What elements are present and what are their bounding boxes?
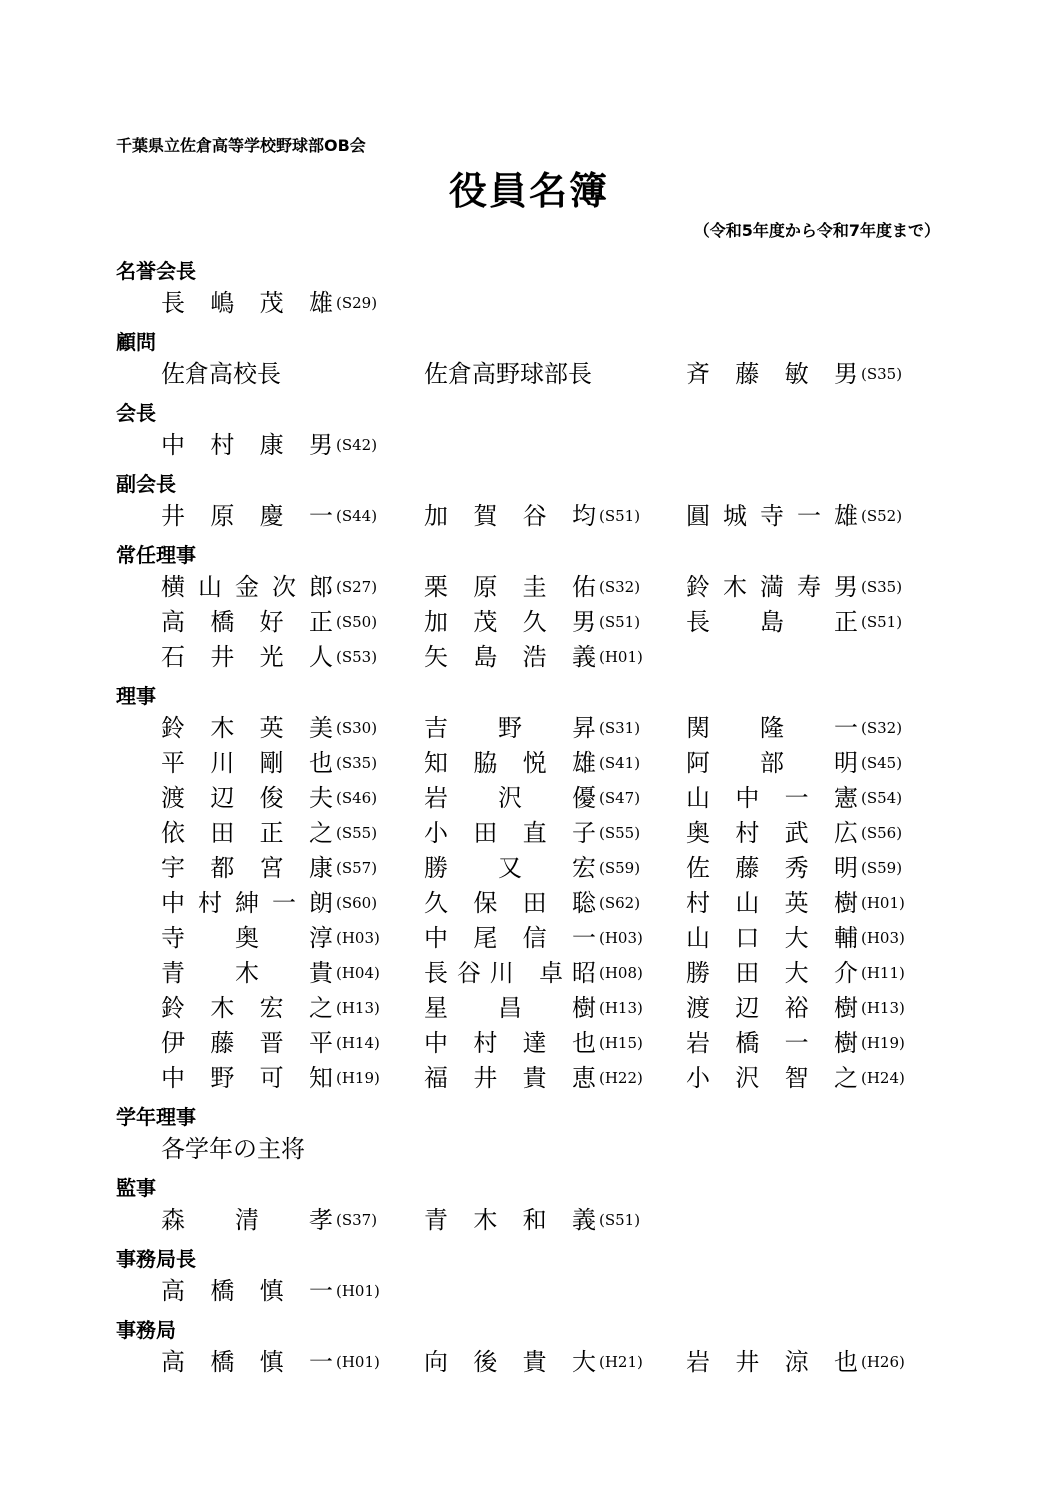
roster-entry <box>686 920 905 955</box>
member-name: 勝 又 宏 <box>424 853 596 882</box>
roster-entry <box>686 498 902 533</box>
term-period: （令和5年度から令和7年度まで） <box>693 221 940 240</box>
member-name: 関 隆 一 <box>686 713 858 742</box>
roster-entry <box>161 1273 380 1308</box>
roster-entry <box>686 604 902 639</box>
graduation-year: (H03) <box>336 928 380 947</box>
member-name: 各学年の主将 <box>161 1134 305 1163</box>
member-name: 鈴 木 満 寿 男 <box>686 572 858 601</box>
roster-row <box>116 1273 946 1308</box>
member-name: 青 木 貴 <box>161 958 333 987</box>
section-title: 副会長 <box>116 472 176 496</box>
roster-entry <box>161 1131 305 1166</box>
member-name: 久 保 田 聡 <box>424 888 596 917</box>
graduation-year: (S60) <box>336 893 378 912</box>
roster-entry <box>161 885 377 920</box>
roster-entry <box>424 815 640 850</box>
section-title: 事務局長 <box>116 1247 196 1271</box>
roster-entry <box>161 920 380 955</box>
graduation-year: (S35) <box>861 364 903 383</box>
roster-row <box>116 990 946 1025</box>
graduation-year: (H19) <box>336 1068 380 1087</box>
graduation-year: (S37) <box>336 1210 378 1229</box>
member-name: 中 野 可 知 <box>161 1063 333 1092</box>
member-name: 横 山 金 次 郎 <box>161 572 333 601</box>
graduation-year: (S31) <box>599 718 641 737</box>
member-name: 中 村 紳 一 朗 <box>161 888 333 917</box>
roster-row <box>116 1025 946 1060</box>
member-name: 向 後 貴 大 <box>424 1347 596 1376</box>
roster-entry <box>686 569 902 604</box>
member-name: 阿 部 明 <box>686 748 858 777</box>
roster-entry <box>161 604 377 639</box>
roster-entry <box>686 885 905 920</box>
graduation-year: (S35) <box>861 577 903 596</box>
section-title: 学年理事 <box>116 1105 196 1129</box>
roster-section <box>116 1246 946 1308</box>
graduation-year: (S32) <box>599 577 641 596</box>
graduation-year: (S47) <box>599 788 641 807</box>
graduation-year: (S32) <box>861 718 903 737</box>
section-title: 理事 <box>116 684 156 708</box>
organization-name: 千葉県立佐倉高等学校野球部OB会 <box>116 136 366 155</box>
member-name: 山 口 大 輔 <box>686 923 858 952</box>
roster-entry <box>424 850 640 885</box>
roster-section <box>116 258 946 320</box>
roster-row <box>116 710 946 745</box>
graduation-year: (H11) <box>861 963 905 982</box>
roster-entry <box>161 745 377 780</box>
roster-entry <box>161 356 281 391</box>
roster <box>116 258 946 1379</box>
roster-entry <box>424 569 640 604</box>
roster-row <box>116 920 946 955</box>
member-name: 小 田 直 子 <box>424 818 596 847</box>
page-title: 役員名簿 <box>448 169 609 213</box>
roster-row <box>116 745 946 780</box>
member-name: 中 村 康 男 <box>161 430 333 459</box>
roster-entry <box>161 569 377 604</box>
roster-row <box>116 356 946 391</box>
member-name: 高 橋 慎 一 <box>161 1347 333 1376</box>
member-name: 中 村 達 也 <box>424 1028 596 1057</box>
roster-section <box>116 1175 946 1237</box>
roster-section <box>116 329 946 391</box>
roster-row <box>116 604 946 639</box>
roster-row <box>116 498 946 533</box>
graduation-year: (S50) <box>336 612 378 631</box>
roster-entry <box>686 780 902 815</box>
member-name: 村 山 英 樹 <box>686 888 858 917</box>
roster-entry <box>686 1060 905 1095</box>
member-name: 平 川 剛 也 <box>161 748 333 777</box>
member-name: 奥 村 武 広 <box>686 818 858 847</box>
roster-entry <box>161 1202 377 1237</box>
roster-entry <box>686 815 902 850</box>
roster-row <box>116 427 946 462</box>
roster-entry <box>424 955 643 990</box>
roster-entry <box>686 850 902 885</box>
member-name: 星 昌 樹 <box>424 993 596 1022</box>
roster-section <box>116 400 946 462</box>
graduation-year: (H13) <box>336 998 380 1017</box>
roster-section <box>116 471 946 533</box>
roster-entry <box>424 498 640 533</box>
roster-entry <box>161 1060 380 1095</box>
graduation-year: (H01) <box>861 893 905 912</box>
roster-entry <box>424 1025 643 1060</box>
roster-row <box>116 1344 946 1379</box>
section-title: 顧問 <box>116 330 156 354</box>
roster-section <box>116 542 946 674</box>
graduation-year: (S55) <box>599 823 641 842</box>
member-name: 斉 藤 敏 男 <box>686 359 858 388</box>
graduation-year: (S57) <box>336 858 378 877</box>
graduation-year: (S42) <box>336 435 378 454</box>
roster-entry <box>161 427 377 462</box>
member-name: 岩 橋 一 樹 <box>686 1028 858 1057</box>
graduation-year: (S52) <box>861 506 903 525</box>
graduation-year: (S55) <box>336 823 378 842</box>
graduation-year: (S59) <box>861 858 903 877</box>
member-name: 知 脇 悦 雄 <box>424 748 596 777</box>
graduation-year: (H15) <box>599 1033 643 1052</box>
roster-entry <box>161 850 377 885</box>
member-name: 渡 辺 裕 樹 <box>686 993 858 1022</box>
graduation-year: (S51) <box>599 612 641 631</box>
graduation-year: (H01) <box>336 1352 380 1371</box>
member-name: 圓 城 寺 一 雄 <box>686 501 858 530</box>
member-name: 高 橋 慎 一 <box>161 1276 333 1305</box>
roster-entry <box>161 710 377 745</box>
roster-entry <box>161 990 380 1025</box>
roster-row <box>116 569 946 604</box>
roster-entry <box>161 815 377 850</box>
roster-entry <box>424 710 640 745</box>
roster-entry <box>161 955 380 990</box>
member-name: 佐倉高校長 <box>161 359 281 388</box>
graduation-year: (H03) <box>599 928 643 947</box>
member-name: 伊 藤 晋 平 <box>161 1028 333 1057</box>
roster-entry <box>424 745 640 780</box>
member-name: 佐 藤 秀 明 <box>686 853 858 882</box>
section-title: 名誉会長 <box>116 259 196 283</box>
member-name: 高 橋 好 正 <box>161 607 333 636</box>
graduation-year: (H03) <box>861 928 905 947</box>
roster-entry <box>424 780 640 815</box>
roster-entry <box>424 1202 640 1237</box>
member-name: 加 茂 久 男 <box>424 607 596 636</box>
member-name: 宇 都 宮 康 <box>161 853 333 882</box>
member-name: 岩 沢 優 <box>424 783 596 812</box>
graduation-year: (H24) <box>861 1068 905 1087</box>
graduation-year: (S53) <box>336 647 378 666</box>
roster-row <box>116 885 946 920</box>
member-name: 長 島 正 <box>686 607 858 636</box>
roster-entry <box>686 955 905 990</box>
roster-row <box>116 955 946 990</box>
roster-row <box>116 780 946 815</box>
graduation-year: (H01) <box>599 647 643 666</box>
roster-row <box>116 285 946 320</box>
member-name: 森 清 孝 <box>161 1205 333 1234</box>
graduation-year: (S62) <box>599 893 641 912</box>
roster-entry <box>424 920 643 955</box>
member-name: 佐倉高野球部長 <box>424 359 592 388</box>
member-name: 長 嶋 茂 雄 <box>161 288 333 317</box>
member-name: 石 井 光 人 <box>161 642 333 671</box>
roster-row <box>116 639 946 674</box>
roster-row <box>116 815 946 850</box>
member-name: 渡 辺 俊 夫 <box>161 783 333 812</box>
member-name: 吉 野 昇 <box>424 713 596 742</box>
graduation-year: (H08) <box>599 963 643 982</box>
roster-entry <box>686 990 905 1025</box>
graduation-year: (S51) <box>599 1210 641 1229</box>
member-name: 小 沢 智 之 <box>686 1063 858 1092</box>
graduation-year: (S59) <box>599 858 641 877</box>
roster-entry <box>424 1344 643 1379</box>
member-name: 福 井 貴 恵 <box>424 1063 596 1092</box>
member-name: 井 原 慶 一 <box>161 501 333 530</box>
graduation-year: (S45) <box>861 753 903 772</box>
roster-section <box>116 683 946 1095</box>
member-name: 山 中 一 憲 <box>686 783 858 812</box>
graduation-year: (S35) <box>336 753 378 772</box>
graduation-year: (S27) <box>336 577 378 596</box>
member-name: 鈴 木 英 美 <box>161 713 333 742</box>
member-name: 勝 田 大 介 <box>686 958 858 987</box>
graduation-year: (H19) <box>861 1033 905 1052</box>
roster-row <box>116 1202 946 1237</box>
roster-entry <box>686 710 902 745</box>
roster-entry <box>686 1344 905 1379</box>
graduation-year: (H01) <box>336 1281 380 1300</box>
roster-entry <box>686 745 902 780</box>
roster-entry <box>424 990 643 1025</box>
roster-row <box>116 1060 946 1095</box>
graduation-year: (S56) <box>861 823 903 842</box>
graduation-year: (S54) <box>861 788 903 807</box>
member-name: 寺 奥 淳 <box>161 923 333 952</box>
section-title: 会長 <box>116 401 156 425</box>
graduation-year: (H26) <box>861 1352 905 1371</box>
graduation-year: (S51) <box>599 506 641 525</box>
roster-entry <box>161 1025 380 1060</box>
graduation-year: (H21) <box>599 1352 643 1371</box>
section-title: 事務局 <box>116 1318 176 1342</box>
member-name: 青 木 和 義 <box>424 1205 596 1234</box>
member-name: 鈴 木 宏 之 <box>161 993 333 1022</box>
graduation-year: (S44) <box>336 506 378 525</box>
roster-entry <box>686 1025 905 1060</box>
roster-entry <box>424 1060 643 1095</box>
roster-entry <box>161 1344 380 1379</box>
roster-entry <box>424 356 592 391</box>
member-name: 中 尾 信 一 <box>424 923 596 952</box>
graduation-year: (S41) <box>599 753 641 772</box>
roster-row <box>116 850 946 885</box>
roster-entry <box>686 356 902 391</box>
graduation-year: (H22) <box>599 1068 643 1087</box>
graduation-year: (H13) <box>599 998 643 1017</box>
roster-row <box>116 1131 946 1166</box>
roster-section <box>116 1104 946 1166</box>
member-name: 加 賀 谷 均 <box>424 501 596 530</box>
roster-section <box>116 1317 946 1379</box>
member-name: 依 田 正 之 <box>161 818 333 847</box>
roster-entry <box>161 780 377 815</box>
graduation-year: (S29) <box>336 293 378 312</box>
roster-entry <box>161 285 377 320</box>
member-name: 岩 井 涼 也 <box>686 1347 858 1376</box>
member-name: 栗 原 圭 佑 <box>424 572 596 601</box>
member-name: 長谷川 卓昭 <box>424 958 596 987</box>
section-title: 常任理事 <box>116 543 196 567</box>
roster-entry <box>424 604 640 639</box>
member-name: 矢 島 浩 義 <box>424 642 596 671</box>
section-title: 監事 <box>116 1176 156 1200</box>
graduation-year: (H04) <box>336 963 380 982</box>
roster-entry <box>424 885 640 920</box>
roster-entry <box>424 639 643 674</box>
graduation-year: (S30) <box>336 718 378 737</box>
graduation-year: (S51) <box>861 612 903 631</box>
graduation-year: (H13) <box>861 998 905 1017</box>
roster-entry <box>161 498 377 533</box>
graduation-year: (H14) <box>336 1033 380 1052</box>
graduation-year: (S46) <box>336 788 378 807</box>
roster-entry <box>161 639 377 674</box>
